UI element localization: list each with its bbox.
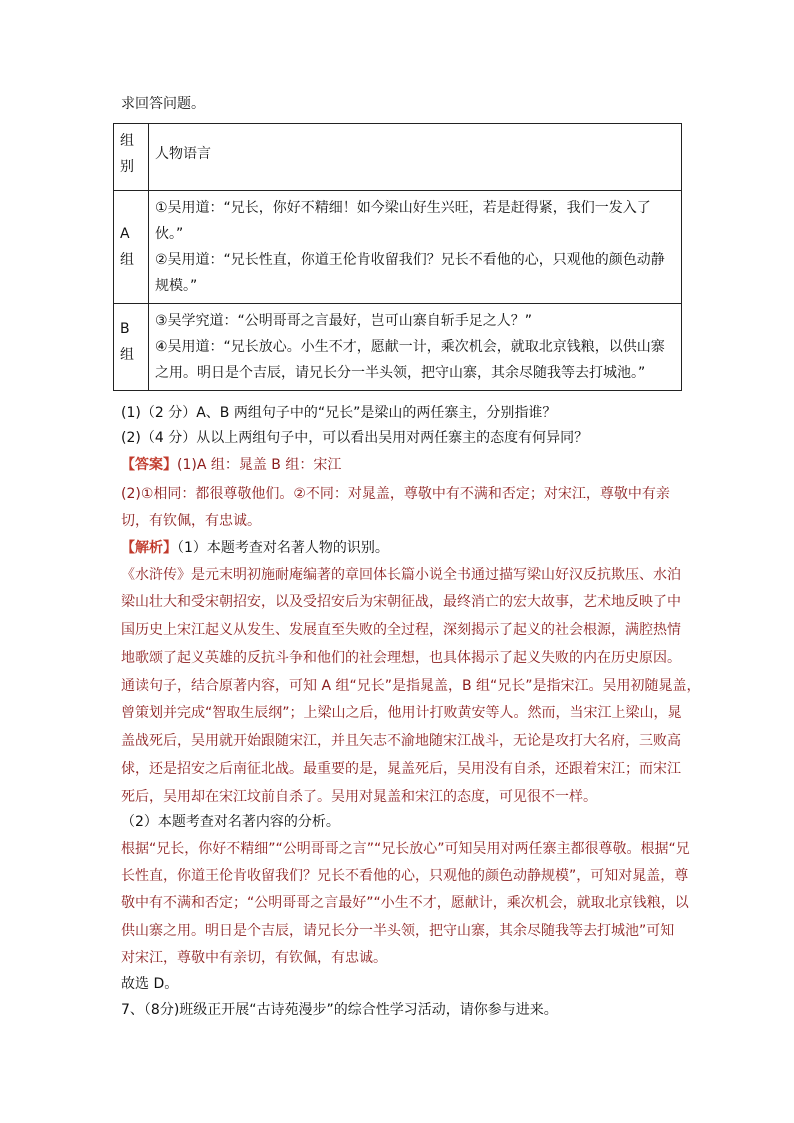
analysis-2: （2）本题考查对名著内容的分析。	[121, 814, 340, 830]
group-a-lines	[149, 191, 682, 304]
para2-line: 根据“兄长，你好不精细”“公明哥哥之言”“兄长放心”可知吴用对两任寨主都很尊敬。根据“兄	[121, 841, 690, 857]
intro-text: 求回答问题。	[121, 96, 205, 112]
para1-line: 通读句子，结合原著内容，可知 A 组“兄长”是指晁盖，B 组“兄长”是指宋江。吴用初随晁盖，	[121, 678, 701, 694]
table-line: ①吴用道：“兄长，你好不精细！如今梁山好生兴旺，若是赶得紧，我们一发入了	[155, 200, 651, 216]
table-row-a	[114, 191, 682, 304]
analysis-1: （1）本题考查对名著人物的识别。	[177, 540, 389, 556]
question-2: (2)（4 分）从以上两组句子中，可以看出吴用对两任寨主的态度有何异同？	[121, 430, 589, 446]
para1-line: 死后，吴用却在宋江坟前自杀了。吴用对晁盖和宋江的态度，可见很不一样。	[121, 789, 597, 805]
answer-1: (1)A 组：晁盖 B 组：宋江	[177, 457, 342, 473]
para1-line: 梁山壮大和受宋朝招安，以及受招安后为宋朝征战，最终消亡的宏大故事，艺术地反映了中	[121, 594, 681, 610]
answer-2b: 切，有钦佩，有忠诚。	[121, 513, 261, 529]
analysis-tag: 【解析】	[121, 540, 177, 556]
para1-line: 盖战死后，吴用就开始跟随宋江，并且矢志不渝地随宋江战斗，无论是攻打大名府，三败高	[121, 733, 681, 749]
table-line: ③吴学究道：“公明哥哥之言最好，岂可山寨自斩手足之人？”	[155, 313, 533, 329]
table-line: ④吴用道：“兄长放心。小生不才，愿献一计，乘次机会，就取北京钱粮，以供山寨	[155, 339, 665, 355]
para2-line: 供山寨之用。明日是个吉辰，请兄长分一半头领，把守山寨，其余尽随我等去打城池”可知	[121, 923, 675, 939]
para1-line: 曾策划并完成“智取生辰纲”；上梁山之后，他用计打败黄安等人。然而，当宋江上梁山，晁	[121, 705, 682, 721]
para2-line: 敬中有不满和否定；“公明哥哥之言最好”“小生不才，愿献计，乘次机会，就取北京钱粮，以	[121, 895, 689, 911]
table-line: 之用。明日是个吉辰，请兄长分一半头领，把守山寨，其余尽随我等去打城池。”	[155, 365, 646, 381]
table-header-row	[114, 124, 682, 191]
table-line: 规模。”	[155, 278, 198, 294]
para1-line: 俅，还是招安之后南征北战。最重要的是，晁盖死后，吴用没有自杀，还跟着宋江；而宋江	[121, 761, 681, 777]
answer-line-1	[121, 455, 341, 475]
conclusion: 故选 D。	[121, 976, 179, 992]
language-header-cell: 人物语言	[149, 124, 682, 191]
table-line: 伙。”	[155, 226, 184, 242]
question-1: (1)（2 分）A、B 两组句子中的“兄长”是梁山的两任寨主，分别指谁？	[121, 405, 557, 421]
para1-line: 国历史上宋江起义从发生、发展直至失败的全过程，深刻揭示了起义的社会根源，满腔热情	[121, 622, 681, 638]
para1-line: 地歌颂了起义英雄的反抗斗争和他们的社会理想，也具体揭示了起义失败的内在历史原因。	[121, 650, 681, 666]
answer-2a: (2)①相同：都很尊敬他们。②不同：对晁盖，尊敬中有不满和否定；对宋江，尊敬中有亲	[121, 486, 670, 502]
para1-line: 《水浒传》是元末明初施耐庵编著的章回体长篇小说全书通过描写梁山好汉反抗欺压、水泊	[121, 567, 681, 583]
answer-tag: 【答案】	[121, 457, 177, 473]
table-row-b	[114, 304, 682, 391]
question-7: 7、（8分)班级正开展“古诗苑漫步”的综合性学习活动，请你参与进来。	[121, 1002, 558, 1018]
para2-line: 对宋江，尊敬中有亲切，有钦佩，有忠诚。	[121, 950, 387, 966]
character-language-table	[113, 123, 682, 391]
table-line: ②吴用道：“兄长性直，你道王伦肯收留我们？兄长不看他的心，只观他的颜色动静	[155, 252, 665, 268]
group-header-cell: 组 别	[114, 124, 149, 191]
group-a-cell: A 组	[114, 191, 149, 304]
group-b-cell: B 组	[114, 304, 149, 391]
para2-line: 长性直，你道王伦肯收留我们？兄长不看他的心，只观他的颜色动静规模”，可知对晁盖，尊	[121, 868, 689, 884]
group-b-lines	[149, 304, 682, 391]
analysis-line-1	[121, 538, 389, 558]
